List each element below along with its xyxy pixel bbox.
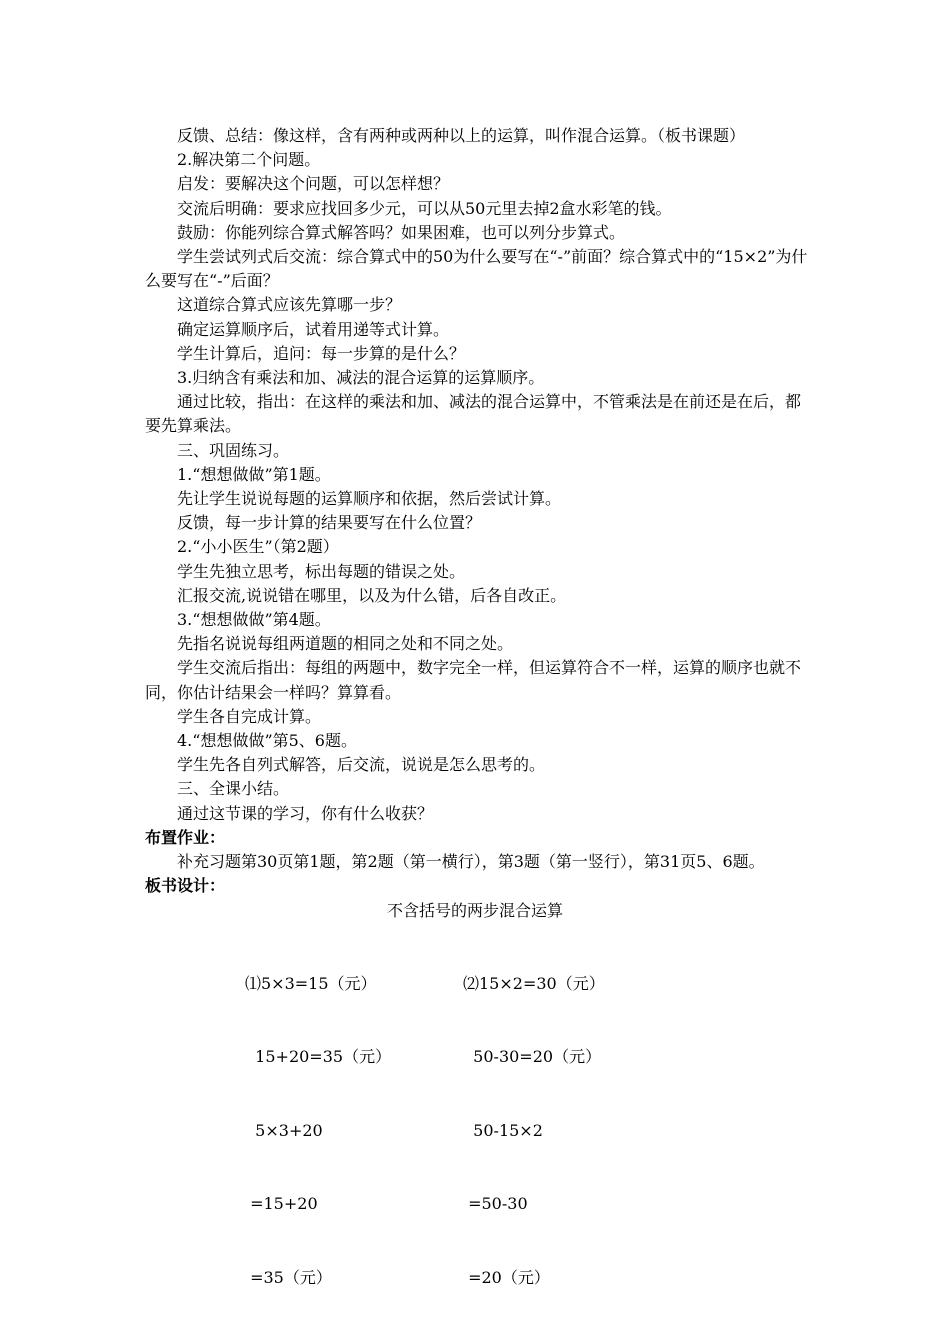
paragraph: 学生尝试列式后交流：综合算式中的50为什么要写在“-”前面？综合算式中的“15×2”为什么要写在“-”后面？ — [145, 247, 808, 291]
lesson-paragraphs — [145, 124, 810, 826]
paragraph: 先让学生说说每题的运算顺序和依据，然后尝试计算。 — [177, 489, 562, 509]
board-left-line: 15+20=35（元） — [245, 1047, 392, 1066]
paragraph: 启发：要解决这个问题，可以怎样想？ — [177, 174, 450, 194]
paragraph: 交流后明确：要求应找回多少元，可以从50元里去掉2盒水彩笔的钱。 — [177, 198, 672, 218]
document-body — [145, 124, 810, 1287]
paragraph: 学生各自完成计算。 — [177, 706, 322, 726]
paragraph: 4.“想想做做”第5、6题。 — [177, 731, 357, 751]
paragraph: 3.归纳含有乘法和加、减法的混合运算的运算顺序。 — [177, 368, 545, 388]
paragraph: 确定运算顺序后，试着用递等式计算。 — [177, 319, 450, 339]
homework-heading: 布置作业： — [145, 827, 226, 847]
board-left-line: ⑴5×3=15（元） — [245, 973, 377, 993]
paragraph: 先指名说说每组两道题的相同之处和不同之处。 — [177, 634, 514, 654]
paragraph: 3.“想想做做”第4题。 — [177, 610, 331, 630]
homework-text: 补充习题第30页第1题，第2题（第一横行），第3题（第一竖行），第31页5、6题。 — [177, 852, 765, 872]
paragraph: 三、巩固练习。 — [177, 440, 290, 460]
board-left-column — [245, 923, 391, 1340]
paragraph: 三、全课小结。 — [177, 779, 290, 799]
paragraph: 2.解决第二个问题。 — [177, 150, 321, 170]
paragraph: 1.“想想做做”第1题。 — [177, 464, 331, 484]
paragraph: 通过比较，指出：在这样的乘法和加、减法的混合运算中，不管乘法是在前还是在后，都要先算乘法。 — [145, 392, 802, 436]
paragraph: 学生先各自列式解答，后交流，说说是怎么思考的。 — [177, 755, 546, 775]
paragraph: 2.“小小医生”（第2题） — [177, 537, 339, 557]
board-right-line: 50-15×2 — [463, 1120, 543, 1140]
board-left-line: =35（元） — [245, 1267, 332, 1287]
board-right-line: =20（元） — [463, 1267, 550, 1287]
board-design — [145, 899, 810, 1287]
board-right-column — [463, 923, 605, 1340]
paragraph: 反馈、总结：像这样，含有两种或两种以上的运算，叫作混合运算。（板书课题） — [177, 126, 746, 145]
paragraph: 汇报交流,说说错在哪里，以及为什么错，后各自改正。 — [177, 585, 567, 605]
board-right-line: ⑵15×2=30（元） — [463, 973, 605, 993]
board-right-line: 50-30=20（元） — [463, 1047, 602, 1066]
paragraph: 学生交流后指出：每组的两题中，数字完全一样，但运算符合不一样，运算的顺序也就不同，你估计结果会一样吗？算算看。 — [145, 658, 802, 702]
board-title: 不含括号的两步混合运算 — [387, 900, 564, 920]
paragraph: 鼓励：你能列综合算式解答吗？如果困难，也可以列分步算式。 — [177, 222, 626, 242]
paragraph: 通过这节课的学习，你有什么收获？ — [177, 803, 434, 823]
board-left-line: =15+20 — [245, 1194, 318, 1213]
board-design-heading: 板书设计： — [145, 876, 226, 896]
paragraph: 反馈，每一步计算的结果要写在什么位置？ — [177, 513, 482, 533]
paragraph: 学生先独立思考，标出每题的错误之处。 — [177, 561, 466, 581]
paragraph: 这道综合算式应该先算哪一步？ — [177, 295, 402, 315]
board-right-line: =50-30 — [463, 1194, 528, 1213]
paragraph: 学生计算后，追问：每一步算的是什么？ — [177, 343, 466, 363]
board-left-line: 5×3+20 — [245, 1120, 323, 1140]
